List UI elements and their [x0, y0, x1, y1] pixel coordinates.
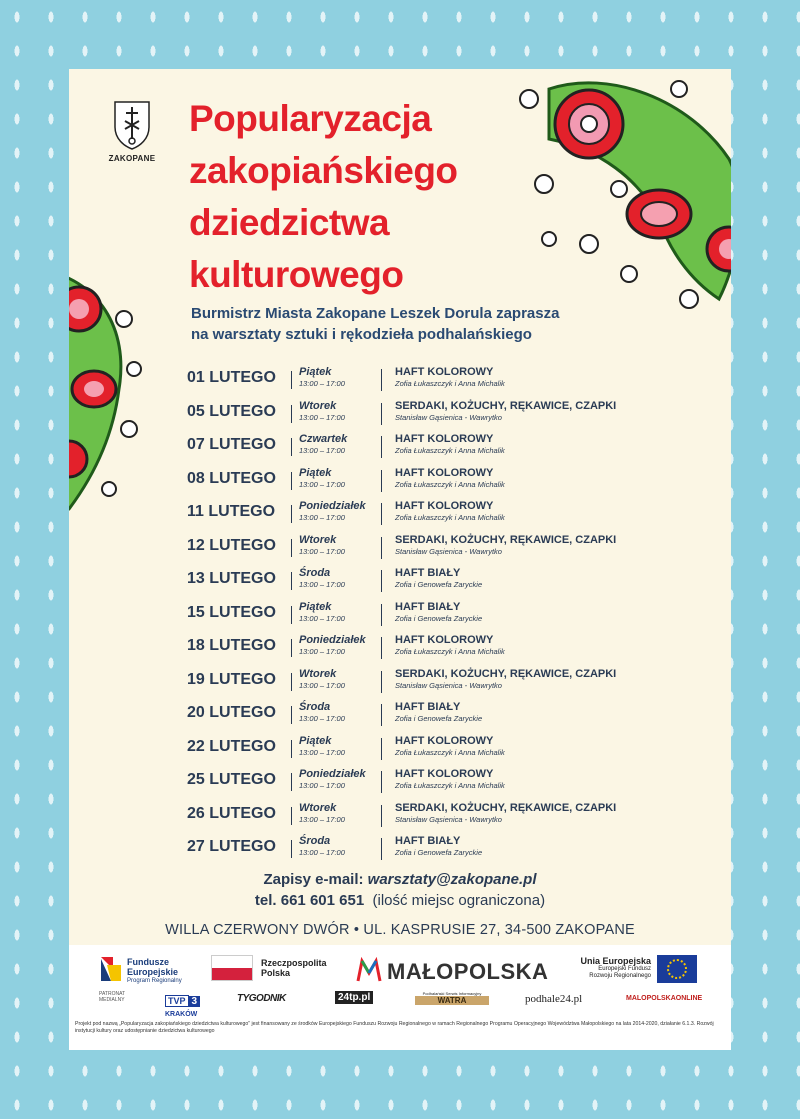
schedule-row: [187, 667, 727, 701]
row-teachers: Zofia Łukaszczyk i Anna Michalik: [395, 379, 505, 388]
separator: [381, 704, 382, 726]
rzeczpospolita-text: Rzeczpospolita Polska: [261, 958, 327, 978]
row-hours: 13:00 – 17:00: [299, 814, 345, 824]
separator: [381, 570, 382, 592]
unia-europejska-text: Unia Europejska Europejski Fundusz Rozwoju Regionalnego: [580, 956, 651, 979]
row-hours: 13:00 – 17:00: [299, 479, 345, 489]
row-workshop: SERDAKI, KOŻUCHY, RĘKAWICE, CZAPKI: [395, 399, 617, 412]
row-teachers: Zofia Łukaszczyk i Anna Michalik: [395, 513, 505, 522]
title-line: Popularyzacja: [189, 98, 432, 139]
row-hours: 13:00 – 17:00: [299, 379, 345, 388]
poster-subtitle: [191, 303, 611, 345]
row-teachers: Zofia Łukaszczyk i Anna Michalik: [395, 781, 505, 790]
schedule-row: [187, 801, 727, 835]
row-workshop: HAFT BIAŁY: [395, 701, 461, 713]
separator: [381, 671, 382, 693]
row-workshop: HAFT BIAŁY: [395, 835, 461, 847]
tygodnik-logo: TYGODNIK: [237, 993, 286, 1004]
separator: [291, 472, 292, 490]
subtitle-line: Burmistrz Miasta Zakopane Leszek Dorula zaprasza: [191, 305, 560, 322]
row-hours: 13:00 – 17:00: [299, 580, 345, 589]
row-day: Wtorek: [299, 533, 337, 546]
fundusze-text: Fundusze Europejskie Program Regionalny: [127, 957, 182, 984]
row-day: Wtorek: [299, 667, 337, 680]
row-date: 01 LUTEGO: [187, 369, 276, 386]
schedule-row: [187, 533, 727, 567]
row-date: 22 LUTEGO: [187, 737, 276, 755]
row-hours: 13:00 – 17:00: [299, 747, 345, 757]
poster-paper: [69, 69, 731, 1050]
row-hours: 13:00 – 17:00: [299, 546, 345, 556]
schedule-row: [187, 633, 727, 667]
coat-of-arms-icon: [112, 99, 152, 151]
row-teachers: Stanisław Gąsienica - Wawrytko: [395, 814, 502, 824]
row-hours: 13:00 – 17:00: [299, 513, 345, 522]
row-teachers: Zofia Łukaszczyk i Anna Michalik: [395, 647, 505, 656]
row-workshop: SERDAKI, KOŻUCHY, RĘKAWICE, CZAPKI: [395, 533, 617, 546]
separator: [291, 773, 292, 791]
separator: [381, 436, 382, 458]
row-teachers: Zofia Łukaszczyk i Anna Michalik: [395, 747, 505, 757]
row-day: Środa: [299, 567, 331, 579]
row-day: Poniedziałek: [299, 634, 366, 646]
row-teachers: Stanisław Gąsienica - Wawrytko: [395, 680, 502, 690]
row-date: 25 LUTEGO: [187, 771, 276, 788]
row-date: 19 LUTEGO: [187, 670, 276, 688]
row-day: Wtorek: [299, 801, 337, 814]
email-line: [69, 869, 731, 890]
row-workshop: HAFT KOLOROWY: [395, 466, 494, 479]
row-date: 08 LUTEGO: [187, 469, 276, 487]
schedule-row: [187, 834, 727, 868]
separator: [381, 403, 382, 425]
row-workshop: HAFT KOLOROWY: [395, 366, 494, 378]
row-day: Piątek: [299, 466, 332, 479]
row-day: Czwartek: [299, 433, 348, 445]
separator: [291, 505, 292, 523]
separator: [291, 371, 292, 389]
title-line: kulturowego: [189, 254, 404, 295]
row-hours: 13:00 – 17:00: [299, 848, 345, 857]
row-teachers: Zofia i Genowefa Zaryckie: [395, 580, 483, 589]
row-workshop: HAFT KOLOROWY: [395, 734, 494, 747]
separator: [291, 807, 292, 825]
row-day: Piątek: [299, 600, 332, 613]
row-workshop: HAFT BIAŁY: [395, 600, 461, 613]
row-date: 27 LUTEGO: [187, 838, 276, 855]
row-teachers: Stanisław Gąsienica - Wawrytko: [395, 546, 502, 556]
separator: [381, 637, 382, 659]
separator: [381, 537, 382, 559]
schedule-row: [187, 432, 727, 466]
row-date: 15 LUTEGO: [187, 603, 276, 621]
fundusze-europejskie-icon: [99, 955, 123, 983]
schedule-row: [187, 466, 727, 500]
row-teachers: Zofia i Genowefa Zaryckie: [395, 714, 483, 723]
row-date: 20 LUTEGO: [187, 704, 276, 721]
24tp-logo: 24tp.pl: [335, 991, 373, 1004]
separator: [291, 740, 292, 758]
row-day: Środa: [299, 835, 331, 847]
contact-info: [69, 869, 731, 941]
separator: [381, 771, 382, 793]
subtitle-line: na warsztaty sztuki i rękodzieła podhalańskiego: [191, 326, 532, 343]
row-teachers: Zofia i Genowefa Zaryckie: [395, 613, 483, 623]
phone-line: [69, 890, 731, 911]
row-hours: 13:00 – 17:00: [299, 647, 345, 656]
watra-logo: Podhalański Serwis Informacyjny WATRA: [415, 991, 489, 1005]
row-date: 12 LUTEGO: [187, 536, 276, 554]
separator: [291, 405, 292, 423]
row-date: 13 LUTEGO: [187, 570, 276, 587]
row-workshop: HAFT KOLOROWY: [395, 634, 494, 646]
poster-title: [189, 93, 509, 301]
row-workshop: SERDAKI, KOŻUCHY, RĘKAWICE, CZAPKI: [395, 667, 617, 680]
schedule-row: [187, 767, 727, 801]
row-workshop: HAFT KOLOROWY: [395, 500, 494, 512]
separator: [381, 503, 382, 525]
row-date: 05 LUTEGO: [187, 402, 276, 420]
title-line: dziedzictwa: [189, 202, 390, 243]
row-workshop: HAFT BIAŁY: [395, 567, 461, 579]
eu-flag-icon: [657, 955, 697, 983]
row-day: Poniedziałek: [299, 500, 366, 512]
row-hours: 13:00 – 17:00: [299, 412, 345, 422]
schedule-row: [187, 365, 727, 399]
separator: [381, 604, 382, 626]
row-teachers: Zofia Łukaszczyk i Anna Michalik: [395, 446, 505, 455]
separator: [381, 470, 382, 492]
schedule-row: [187, 700, 727, 734]
row-teachers: Stanisław Gąsienica - Wawrytko: [395, 412, 502, 422]
row-day: Środa: [299, 701, 331, 713]
row-hours: 13:00 – 17:00: [299, 613, 345, 623]
email-link[interactable]: warsztaty@zakopane.pl: [367, 871, 537, 888]
separator: [381, 738, 382, 760]
tvp3-logo: TVP 3 KRAKÓW: [165, 991, 200, 1018]
patronat-text: PATRONAT MEDIALNY: [99, 991, 126, 1003]
row-hours: 13:00 – 17:00: [299, 781, 345, 790]
schedule-row: [187, 566, 727, 600]
separator: [291, 673, 292, 691]
row-hours: 13:00 – 17:00: [299, 680, 345, 690]
row-teachers: Zofia i Genowefa Zaryckie: [395, 848, 483, 857]
malopolska-icon: [356, 957, 382, 983]
logo-text: ZAKOPANE: [108, 154, 156, 163]
separator: [291, 438, 292, 456]
row-day: Piątek: [299, 366, 332, 378]
row-date: 11 LUTEGO: [187, 503, 276, 520]
schedule-list: [187, 365, 727, 868]
zakopane-logo: [97, 99, 167, 163]
podhale24-logo: podhale24.pl: [525, 993, 583, 1005]
row-workshop: HAFT KOLOROWY: [395, 433, 494, 445]
row-teachers: Zofia Łukaszczyk i Anna Michalik: [395, 479, 505, 489]
separator: [291, 572, 292, 590]
polish-flag-icon: [211, 955, 253, 981]
schedule-row: [187, 499, 727, 533]
row-date: 07 LUTEGO: [187, 436, 276, 453]
row-day: Wtorek: [299, 399, 337, 412]
separator: [291, 639, 292, 657]
row-hours: 13:00 – 17:00: [299, 714, 345, 723]
funding-footnote: Projekt pod nazwą „Popularyzacja zakopiańskiego dziedzictwa kulturowego” jest finansowany ze środków Europejskiego Funduszu Rozwoju Regionalnego w ramach Regionalnego Programu Operacyjnego Województwa Małopolskiego na lata 2014-2020, działanie 6.1.3. Rozwój instytucji kultury oraz udostępnianie dziedzictwa kulturowego: [75, 1021, 714, 1034]
malopolska-text: MAŁOPOLSKA: [387, 959, 549, 984]
address: WILLA CZERWONY DWÓR • UL. KASPRUSIE 27, 34-500 ZAKOPANE: [165, 922, 635, 938]
row-hours: 13:00 – 17:00: [299, 446, 345, 455]
row-workshop: SERDAKI, KOŻUCHY, RĘKAWICE, CZAPKI: [395, 801, 617, 814]
row-workshop: HAFT KOLOROWY: [395, 768, 494, 780]
row-day: Poniedziałek: [299, 768, 366, 780]
schedule-row: [187, 600, 727, 634]
email-label: Zapisy e-mail:: [263, 871, 368, 888]
separator: [381, 805, 382, 827]
separator: [291, 706, 292, 724]
separator: [381, 369, 382, 391]
separator: [381, 838, 382, 860]
floral-ornament-left-icon: [69, 259, 159, 519]
row-date: 18 LUTEGO: [187, 637, 276, 654]
separator: [291, 840, 292, 858]
schedule-row: [187, 734, 727, 768]
title-line: zakopiańskiego: [189, 150, 458, 191]
row-date: 26 LUTEGO: [187, 804, 276, 822]
schedule-row: [187, 399, 727, 433]
separator: [291, 539, 292, 557]
floral-ornament-right-icon: [489, 69, 731, 329]
row-day: Piątek: [299, 734, 332, 747]
malopolska-online-logo: MALOPOLSKAONLINE: [626, 995, 703, 1002]
phone-number[interactable]: tel. 661 601 651: [254, 892, 365, 909]
separator: [291, 606, 292, 624]
phone-note: (ilość miejsc ograniczona): [372, 892, 546, 909]
